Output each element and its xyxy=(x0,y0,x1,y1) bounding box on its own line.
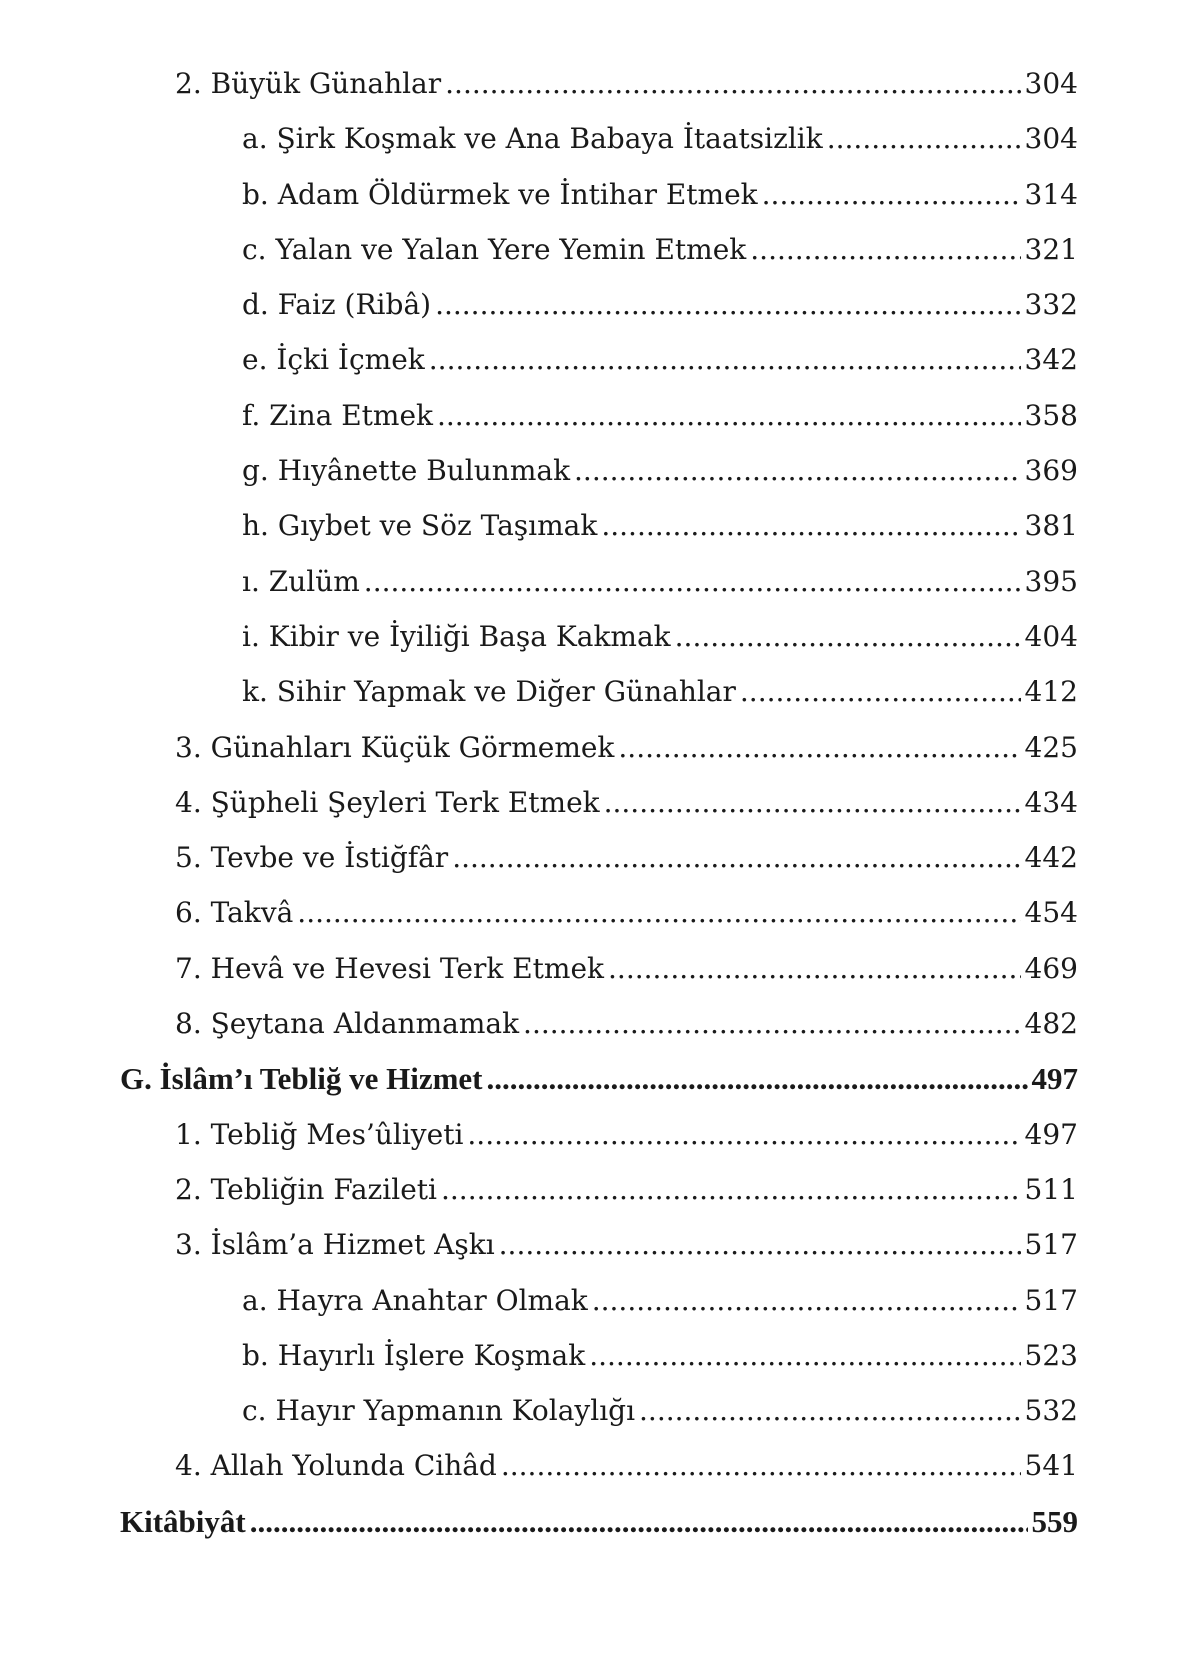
toc-entry-title: a. Hayra Anahtar Olmak xyxy=(242,1283,588,1317)
dot-leader xyxy=(762,175,1021,215)
toc-entry-title: e. İçki İçmek xyxy=(242,343,425,377)
toc-entry xyxy=(0,1170,1181,1225)
toc-entry xyxy=(0,1336,1181,1391)
toc-entry xyxy=(0,230,1181,285)
dot-leader xyxy=(437,396,1021,436)
toc-page-number: 469 xyxy=(1024,951,1078,985)
dot-leader xyxy=(740,672,1021,712)
toc-page-number: 412 xyxy=(1024,675,1078,709)
toc-entry xyxy=(0,340,1181,395)
toc-section-title: Kitâbiyât xyxy=(120,1503,246,1539)
toc-page-number: 381 xyxy=(1024,509,1078,543)
toc-entry xyxy=(0,119,1181,174)
toc-page-number: 342 xyxy=(1024,343,1078,377)
toc-entry-title: k. Sihir Yapmak ve Diğer Günahlar xyxy=(242,675,736,709)
dot-leader xyxy=(467,1115,1020,1155)
dot-leader xyxy=(452,838,1020,878)
toc-page-number: 532 xyxy=(1024,1394,1078,1428)
toc-entry-title: 8. Şeytana Aldanmamak xyxy=(175,1007,520,1041)
toc-entry-title: ı. Zulüm xyxy=(242,564,360,598)
toc-section-heading xyxy=(0,1502,1181,1557)
toc-page-number: 434 xyxy=(1024,785,1078,819)
toc-section-heading xyxy=(0,1059,1181,1114)
toc-page-number: 454 xyxy=(1024,896,1078,930)
toc-page-number: 425 xyxy=(1024,730,1078,764)
toc-entry xyxy=(0,285,1181,340)
toc-page-number: 358 xyxy=(1024,398,1078,432)
toc-entry xyxy=(0,838,1181,893)
toc-page-number: 511 xyxy=(1024,1172,1078,1206)
toc-page-number: 482 xyxy=(1024,1007,1078,1041)
dot-leader xyxy=(675,617,1021,657)
toc-entry xyxy=(0,949,1181,1004)
toc-page-number: 517 xyxy=(1024,1283,1078,1317)
toc-page-number: 304 xyxy=(1024,122,1078,156)
toc-entry xyxy=(0,893,1181,948)
toc-entry xyxy=(0,728,1181,783)
dot-leader xyxy=(589,1336,1020,1376)
toc-entry xyxy=(0,64,1181,119)
dot-leader xyxy=(364,562,1021,602)
toc-entry-title: 4. Şüpheli Şeyleri Terk Etmek xyxy=(175,785,600,819)
toc-entry-title: 2. Tebliğin Fazileti xyxy=(175,1172,437,1206)
dot-leader xyxy=(435,285,1020,325)
toc-entry-title: 7. Hevâ ve Hevesi Terk Etmek xyxy=(175,951,605,985)
toc-page-number: 314 xyxy=(1024,177,1078,211)
dot-leader xyxy=(297,893,1020,933)
toc-entry xyxy=(0,1391,1181,1446)
toc-entry-title: 5. Tevbe ve İstiğfâr xyxy=(175,841,449,875)
dot-leader xyxy=(618,728,1020,768)
toc-entry-title: 3. İslâm’a Hizmet Aşkı xyxy=(175,1228,495,1262)
toc-entry-title: i. Kibir ve İyiliği Başa Kakmak xyxy=(242,619,671,653)
toc-page-number: 304 xyxy=(1024,67,1078,100)
toc-entry xyxy=(0,175,1181,230)
toc-page-number: 442 xyxy=(1024,841,1078,875)
toc-entry xyxy=(0,617,1181,672)
toc-entry xyxy=(0,672,1181,727)
toc-entry-title: 1. Tebliğ Mes’ûliyeti xyxy=(175,1117,464,1151)
toc-page-number: 321 xyxy=(1024,232,1078,266)
toc-entry xyxy=(0,1004,1181,1059)
toc-page-number: 395 xyxy=(1024,564,1078,598)
toc-entry xyxy=(0,451,1181,506)
dot-leader xyxy=(250,1502,1028,1542)
dot-leader xyxy=(601,506,1020,546)
toc-entry-title: 4. Allah Yolunda Cihâd xyxy=(175,1449,497,1483)
toc-entry xyxy=(0,1446,1181,1501)
dot-leader xyxy=(487,1059,1028,1099)
toc-entry-title: h. Gıybet ve Söz Taşımak xyxy=(242,509,598,543)
toc-entry-title: b. Adam Öldürmek ve İntihar Etmek xyxy=(242,177,758,211)
dot-leader xyxy=(441,1170,1021,1210)
dot-leader xyxy=(523,1004,1021,1044)
toc-entry-title: d. Faiz (Ribâ) xyxy=(242,288,432,322)
toc-entry xyxy=(0,783,1181,838)
toc-entry-title: a. Şirk Koşmak ve Ana Babaya İtaatsizlik xyxy=(242,122,823,156)
dot-leader xyxy=(501,1446,1021,1486)
toc-entry-title: c. Yalan ve Yalan Yere Yemin Etmek xyxy=(242,232,747,266)
dot-leader xyxy=(574,451,1021,491)
toc-entry xyxy=(0,1225,1181,1280)
toc-page-number: 541 xyxy=(1024,1449,1078,1483)
toc-entry-title: 2. Büyük Günahlar xyxy=(175,67,442,100)
toc-entry xyxy=(0,396,1181,451)
toc-entry-title: 3. Günahları Küçük Görmemek xyxy=(175,730,615,764)
toc-entry-title: b. Hayırlı İşlere Koşmak xyxy=(242,1338,586,1372)
toc-entry xyxy=(0,1281,1181,1336)
toc-entry-title: g. Hıyânette Bulunmak xyxy=(242,454,571,488)
toc-page-number: 404 xyxy=(1024,619,1078,653)
dot-leader xyxy=(608,949,1021,989)
toc-entry xyxy=(0,562,1181,617)
toc-entry-title: c. Hayır Yapmanın Kolaylığı xyxy=(242,1394,636,1428)
dot-leader xyxy=(604,783,1021,823)
dot-leader xyxy=(592,1281,1021,1321)
toc-page-number: 497 xyxy=(1031,1061,1078,1097)
dot-leader xyxy=(499,1225,1021,1265)
toc-entry-title: 6. Takvâ xyxy=(175,896,294,930)
toc-page-number: 497 xyxy=(1024,1117,1078,1151)
table-of-contents xyxy=(0,64,1181,1557)
toc-entry xyxy=(0,1115,1181,1170)
toc-page-number: 332 xyxy=(1024,288,1078,322)
toc-page-number: 523 xyxy=(1024,1338,1078,1372)
toc-page-number: 369 xyxy=(1024,454,1078,488)
dot-leader xyxy=(445,64,1020,104)
toc-entry xyxy=(0,506,1181,561)
dot-leader xyxy=(750,230,1020,270)
toc-entry-title: f. Zina Etmek xyxy=(242,398,433,432)
toc-section-title: G. İslâm’ı Tebliğ ve Hizmet xyxy=(120,1061,483,1097)
toc-page-number: 559 xyxy=(1031,1503,1078,1539)
toc-page-number: 517 xyxy=(1024,1228,1078,1262)
dot-leader xyxy=(429,340,1021,380)
dot-leader xyxy=(827,119,1021,159)
dot-leader xyxy=(639,1391,1021,1431)
